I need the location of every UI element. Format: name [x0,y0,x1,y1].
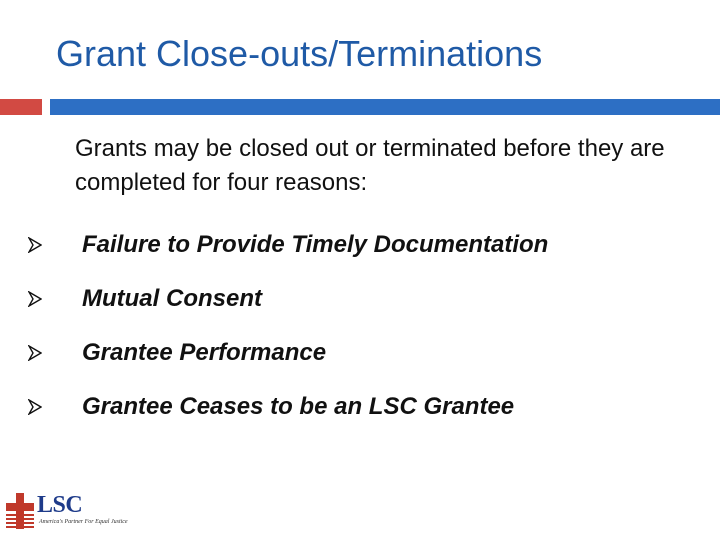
intro-text: Grants may be closed out or terminated before they are completed for four reasons: [75,135,665,196]
title-divider-blue-bar [50,99,720,115]
arrowhead-bullet-icon [22,291,82,307]
list-item [22,326,548,380]
list-item [22,272,548,326]
lsc-logo [6,492,138,530]
bullet-text: Grantee Performance [82,339,327,366]
arrowhead-bullet-icon [22,237,82,253]
title-divider [0,99,720,115]
list-item [22,380,548,434]
slide-title: Grant Close-outs/Terminations [56,33,543,74]
list-item [22,218,548,272]
bullet-text: Failure to Provide Timely Documentation [82,231,549,258]
logo-tagline: America's Partner For Equal Justice [39,519,128,525]
arrowhead-bullet-icon [22,399,82,415]
arrowhead-bullet-icon [22,345,82,361]
logo-wordmark: LSC [37,492,83,518]
bullet-text: Mutual Consent [82,285,262,312]
bullet-text: Grantee Ceases to be an LSC Grantee [82,393,515,420]
lsc-logo-icon [6,493,34,529]
reasons-list [22,218,548,434]
title-divider-red-block [0,99,42,115]
